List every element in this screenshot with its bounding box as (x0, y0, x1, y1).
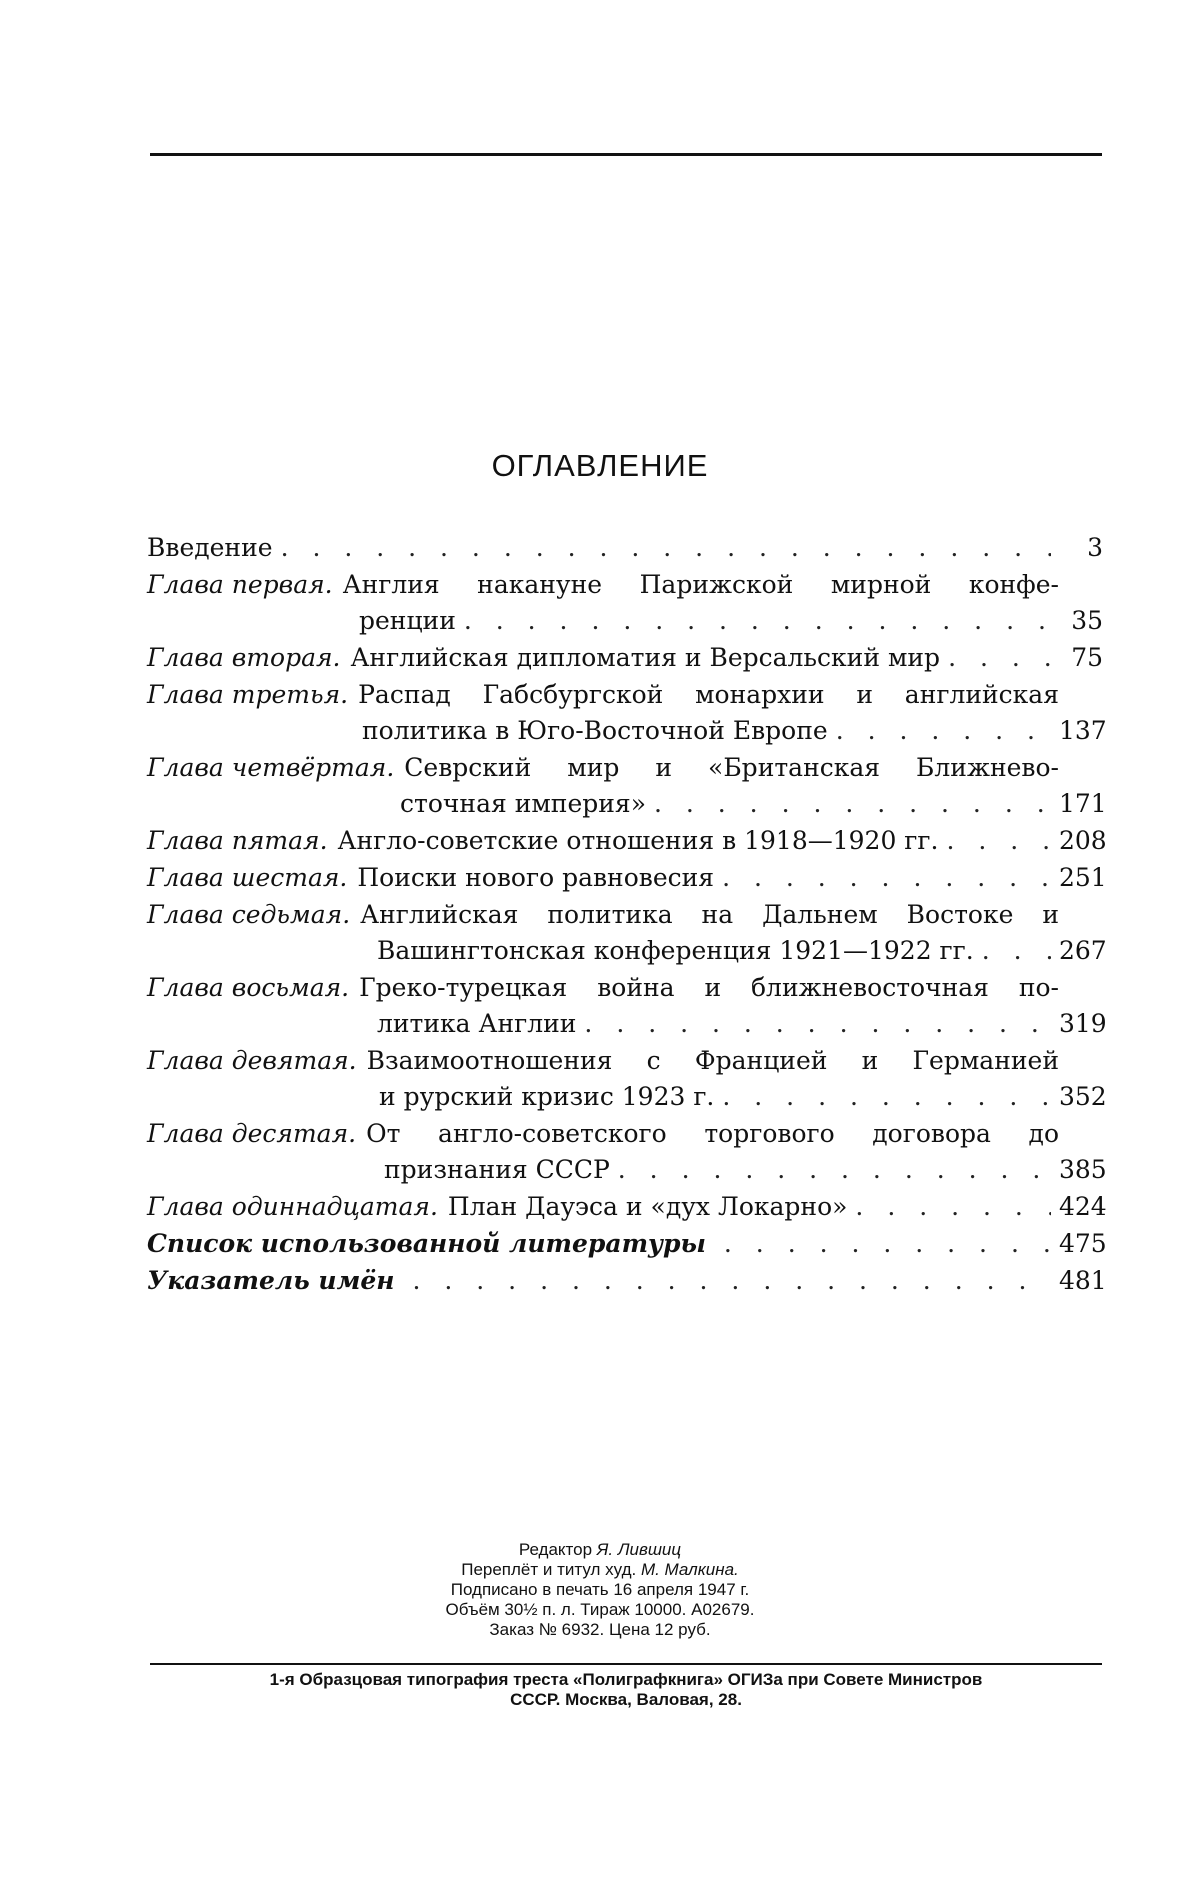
toc-entry-chapter-10[interactable] (147, 1116, 1107, 1188)
toc-entry-chapter-6[interactable] (147, 860, 1107, 896)
leader-dots (722, 860, 1051, 896)
leader-dots (281, 530, 1051, 566)
toc-page-number: 208 (1059, 826, 1107, 855)
toc-chapter-label: Глава девятая. (147, 1046, 357, 1075)
toc-page-number: 3 (1087, 533, 1103, 562)
leader-dots (464, 603, 1051, 639)
toc-page-number: 475 (1059, 1229, 1107, 1258)
leader-dots (584, 1006, 1051, 1042)
toc-entry-text: Греко-турецкая война и ближневосточная по- (359, 973, 1059, 1002)
toc-entry-text: Распад Габсбургской монархии и английская (358, 680, 1059, 709)
toc-chapter-label: Глава вторая. (147, 643, 341, 672)
imprint-volume-line: Объём 30½ п. л. Тираж 10000. А02679. (445, 1600, 755, 1619)
bottom-rule (150, 1663, 1102, 1665)
toc-entry-chapter-7[interactable] (147, 897, 1107, 969)
toc-entry-chapter-9[interactable] (147, 1043, 1107, 1115)
toc-entry-text: План Дауэса и «дух Локарно» (447, 1192, 848, 1221)
toc-section-label: Список использованной литературы (147, 1229, 706, 1258)
toc-chapter-label: Глава четвёртая. (147, 753, 395, 782)
toc-entry-text: Поиски нового равновесия (357, 863, 715, 892)
toc-entry-chapter-1[interactable] (147, 567, 1103, 639)
toc-entry-text: признания СССР (384, 1155, 610, 1184)
imprint-order-line: Заказ № 6932. Цена 12 руб. (489, 1620, 711, 1639)
imprint-editor-prefix: Редактор (518, 1540, 593, 1559)
toc-chapter-label: Глава шестая. (147, 863, 348, 892)
toc-chapter-label: Глава третья. (147, 680, 349, 709)
imprint-block (0, 1540, 1200, 1640)
leader-dots (948, 640, 1051, 676)
toc-entry-name-index[interactable] (147, 1263, 1107, 1299)
leader-dots (413, 1263, 1052, 1299)
toc-page-number: 75 (1071, 643, 1103, 672)
leader-dots (724, 1226, 1051, 1262)
toc-section-label: Указатель имён (147, 1266, 395, 1295)
toc-entry-text: Английская политика на Дальнем Востоке и (360, 900, 1059, 929)
leader-dots (722, 1079, 1051, 1115)
imprint-editor-line (0, 1540, 1200, 1560)
page-title: ОГЛАВЛЕНИЕ (491, 448, 709, 483)
toc-entry-text: политика в Юго-Восточной Европе (362, 716, 828, 745)
toc-entry-text: сточная империя» (400, 789, 646, 818)
imprint-binding-line (0, 1560, 1200, 1580)
toc-page-number: 424 (1059, 1192, 1107, 1221)
toc-entry-text: Вашингтонская конференция 1921—1922 гг. (377, 936, 974, 965)
imprint-signed-line: Подписано в печать 16 апреля 1947 г. (450, 1580, 750, 1599)
table-of-contents (147, 530, 1107, 1300)
leader-dots (618, 1152, 1051, 1188)
toc-chapter-label: Глава пятая. (147, 826, 328, 855)
toc-entry-chapter-8[interactable] (147, 970, 1107, 1042)
toc-entry-text: Англо-советские отношения в 1918—1920 гг. (337, 826, 939, 855)
toc-page-number: 267 (1059, 936, 1107, 965)
toc-entry-text: От англо-советского торгового договора до (366, 1119, 1059, 1148)
toc-entry-chapter-5[interactable] (147, 823, 1107, 859)
toc-page-number: 251 (1059, 863, 1107, 892)
toc-chapter-label: Глава десятая. (147, 1119, 357, 1148)
toc-entry-text: Англия накануне Парижской мирной конфе- (342, 570, 1059, 599)
imprint-editor-name: Я. Лившиц (596, 1540, 682, 1559)
leader-dots (982, 933, 1051, 969)
printer-line-1: 1-я Образцовая типография треста «Полиграфкнига» ОГИЗа при Совете Министров (269, 1670, 983, 1689)
leader-dots (855, 1189, 1051, 1225)
imprint-binding-prefix: Переплёт и титул худ. (461, 1560, 637, 1579)
top-rule (150, 153, 1102, 156)
toc-entry-intro[interactable] (147, 530, 1103, 566)
toc-entry-text: Английская дипломатия и Версальский мир (350, 643, 941, 672)
toc-entry-bibliography[interactable] (147, 1226, 1107, 1262)
toc-entry-chapter-4[interactable] (147, 750, 1107, 822)
toc-page-number: 385 (1059, 1155, 1107, 1184)
toc-page-number: 137 (1059, 716, 1107, 745)
toc-entry-text: ренции (359, 606, 456, 635)
printer-line-2: СССР. Москва, Валовая, 28. (510, 1690, 742, 1709)
toc-entry-chapter-2[interactable] (147, 640, 1103, 676)
leader-dots (836, 713, 1051, 749)
printer-info (140, 1670, 1112, 1710)
toc-entry-text: и рурский кризис 1923 г. (379, 1082, 715, 1111)
toc-entry-text: литика Англии (377, 1009, 577, 1038)
toc-entry-text: Введение (147, 533, 273, 562)
leader-dots (946, 823, 1051, 859)
toc-chapter-label: Глава седьмая. (147, 900, 351, 929)
toc-page-number: 171 (1059, 789, 1107, 818)
toc-chapter-label: Глава одиннадцатая. (147, 1192, 438, 1221)
toc-entry-text: Севрский мир и «Британская Ближнево- (404, 753, 1059, 782)
toc-page-number: 352 (1059, 1082, 1107, 1111)
leader-dots (654, 786, 1051, 822)
toc-page-number: 481 (1059, 1266, 1107, 1295)
toc-entry-chapter-3[interactable] (147, 677, 1107, 749)
toc-page-number: 319 (1059, 1009, 1107, 1038)
toc-entry-text: Взаимоотношения с Францией и Германией (366, 1046, 1059, 1075)
toc-page-number: 35 (1071, 606, 1103, 635)
imprint-binding-name: М. Малкина. (640, 1560, 739, 1579)
toc-chapter-label: Глава восьмая. (147, 973, 350, 1002)
toc-chapter-label: Глава первая. (147, 570, 333, 599)
toc-entry-chapter-11[interactable] (147, 1189, 1107, 1225)
